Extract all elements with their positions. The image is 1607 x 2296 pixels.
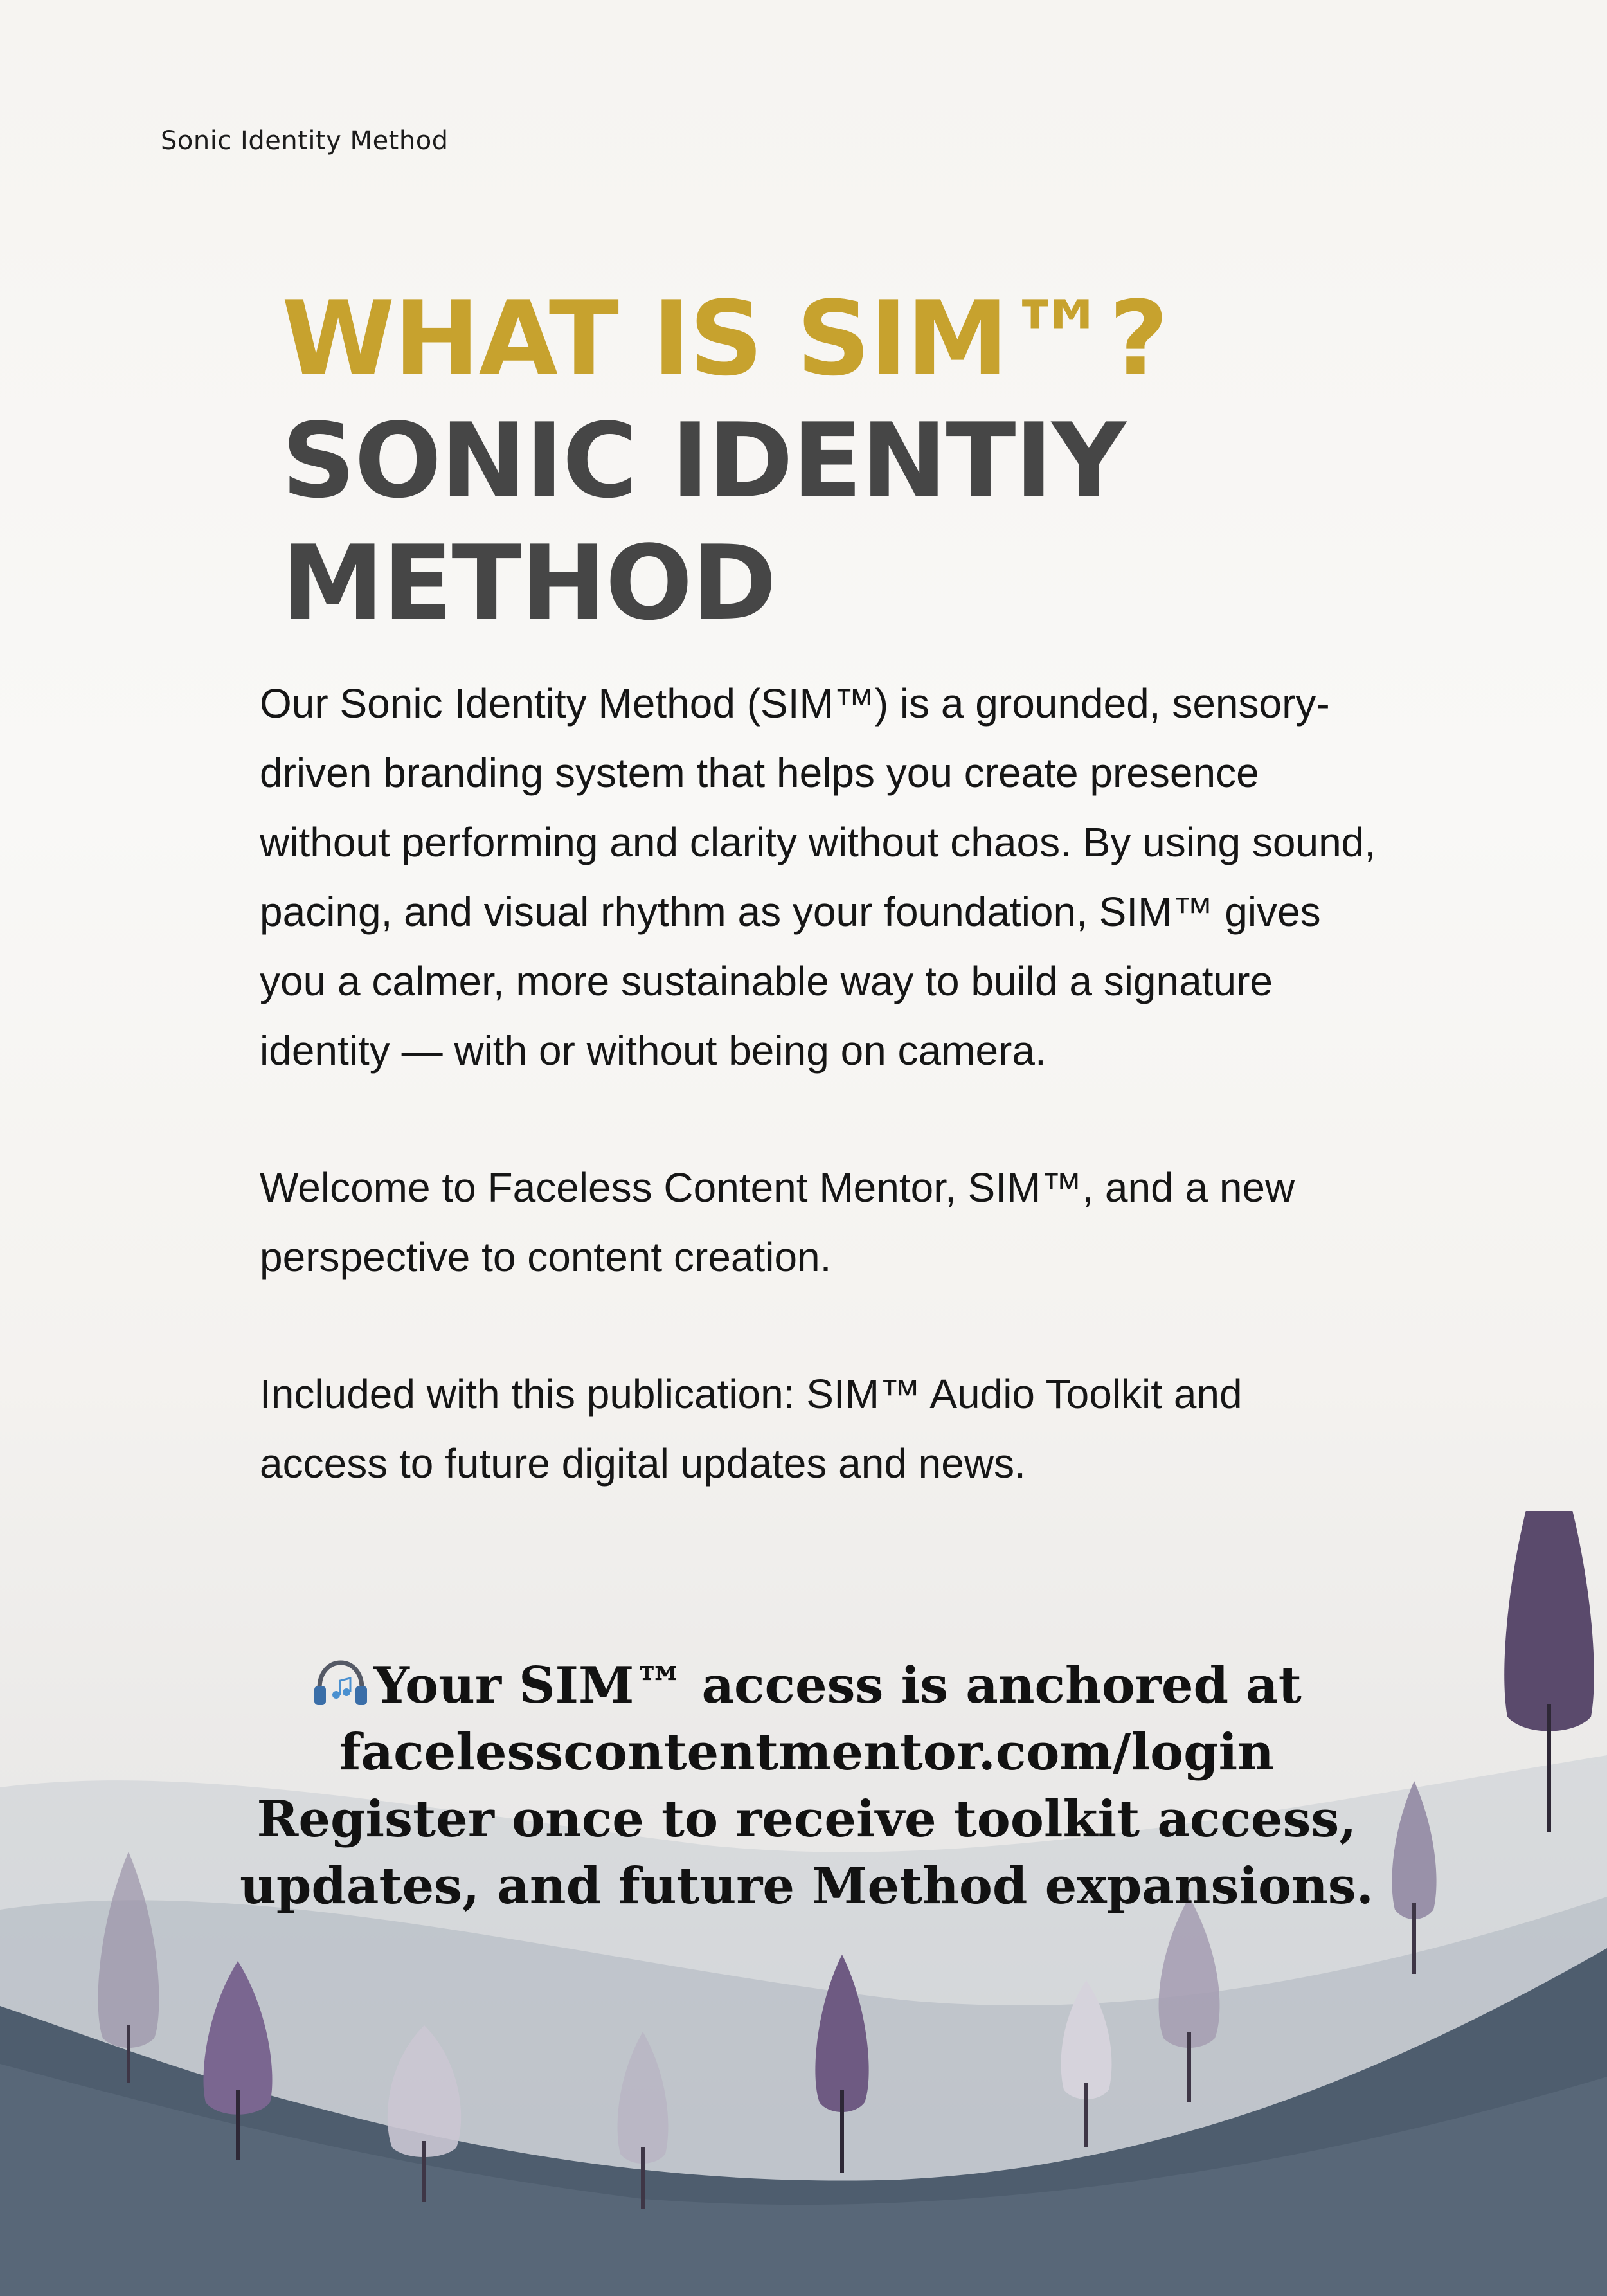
access-callout (231, 1652, 1382, 1920)
callout-line-4: updates, and future Method expansions. (240, 1857, 1374, 1915)
title-question: WHAT IS SIM™? (282, 278, 1167, 399)
title-line-2: SONIC IDENTIY (282, 401, 1125, 521)
headphones-icon (312, 1658, 370, 1709)
login-url[interactable]: facelesscontentmentor.com/login (339, 1723, 1274, 1782)
body-text (260, 669, 1378, 1566)
title-line-3: METHOD (282, 523, 776, 643)
callout-line-1 (231, 1652, 1382, 1719)
included-paragraph: Included with this publication: SIM™ Audio Toolkit and access to future digital updates and news. (260, 1371, 1243, 1487)
callout-text-1: Your SIM™ access is anchored at (373, 1656, 1302, 1715)
page-title (282, 278, 1374, 644)
callout-line-3: Register once to receive toolkit access, (256, 1790, 1357, 1849)
running-header: Sonic Identity Method (161, 126, 449, 156)
intro-paragraph: Our Sonic Identity Method (SIM™) is a grounded, sensory-driven branding system that helps you create presence without performing and clarity without chaos. By using sound, pacing, and visual rhythm as your foundation, SIM™ gives you a calmer, more sustainable way to build a signature identity — with or without being on camera. (260, 680, 1376, 1074)
welcome-paragraph: Welcome to Faceless Content Mentor, SIM™, and a new perspective to content creation. (260, 1164, 1295, 1280)
